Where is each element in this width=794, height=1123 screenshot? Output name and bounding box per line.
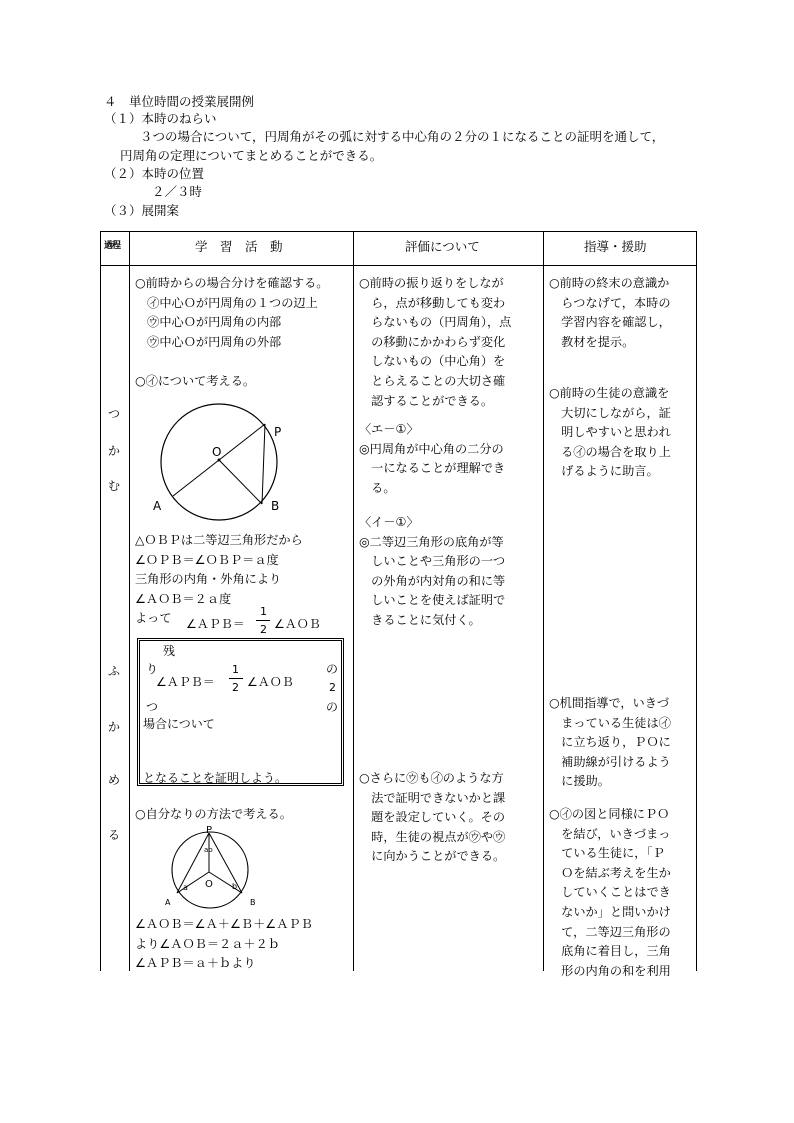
box-eq-den: 2 [232,681,239,694]
box-eq-num: 1 [232,663,239,676]
circle-figure-2 [160,826,270,912]
guidance-block-3: ○机間指導で，いきづ まっている生徒は㋑ に立ち返り，ＰＯに 補助線が引けるよう に援助。 [549,696,671,789]
stage-char: る [108,828,121,842]
fig2-label-a-small: a [183,883,188,892]
box-frag: の [326,700,339,714]
fig1-label-a: A [153,499,162,513]
proof-eq-left: ∠ＡＰＢ＝ [186,617,245,631]
aim-line-1: ３つの場合について，円周角がその弧に対する中心角の２分の１になることの証明を通して， [140,129,665,144]
guidance-block-4: ○㋑の図と同様にＰＯ を結び，いきづまっ ている生徒に，「Ｐ Ｏを結ぶ考えを生か していくことはでき ないか」と問いかけ て，二等辺三角形の 底角に着目し，三角 形の内角の和を利用 [549,807,671,978]
section-title: ４ 単位時間の授業展開例 [104,94,255,109]
box-frag: 残 [163,644,176,658]
box-eq-left: ∠ＡＰＢ＝ [156,675,215,689]
proof-eq-right: ∠ＡＯＢ [274,617,321,631]
task-box [137,638,344,786]
box-prove: となることを証明しよう。 [143,771,288,785]
stage-char: か [108,720,121,734]
evaluation-block-2: 〈エ－①〉 ◎円周角が中心角の二分の 一になることが理解でき る。 [359,422,506,495]
stage-char: め [108,773,121,787]
box-eq-right: ∠ＡＯＢ [247,675,294,689]
guidance-block-1: ○前時の終末の意識か らつなげて，本時の 学習内容を確認し， 教材を提示。 [549,276,671,349]
aim-line-2: 円周角の定理についてまとめることができる。 [120,148,383,163]
fig1-label-b: B [271,499,280,513]
plan-label: （３）展開案 [104,203,180,218]
box-frag: り [146,662,159,676]
stage-char: か [108,444,121,458]
header-guidance: 指導・援助 [584,239,647,254]
box-case: 場合について [143,717,215,731]
position-value: ２／３時 [152,184,203,199]
box-frag: つ [146,700,159,714]
header-activity: 学 習 活 動 [195,239,283,254]
box-frac-bar [229,678,243,679]
fig2-label-o: O [205,879,213,890]
proof-frac-bar [256,620,270,621]
fig2-label-b-small: b [232,882,238,891]
position-label: （２）本時の位置 [104,166,205,181]
header-stage: 過程 [104,241,121,251]
activity-intro: ○前時からの場合分けを確認する。 ㋑中心Ｏが円周角の１つの辺上 ㋒中心Ｏが円周角の内部 ㋒中心Ｏが円周角の外部 ○㋑について考える。 [135,276,329,388]
evaluation-block-1: ○前時の振り返りをしなが ら，点が移動しても変わ らないもの（円周角），点 の移動にかかわらず変化 しないもの（中心角）を とらえることの大切さ確 認することができる。 [359,276,512,408]
header-evaluation: 評価について [405,239,480,254]
fig2-label-p: P [206,826,213,836]
proof-eq-num: 1 [260,605,267,618]
fig2-label-a: A [165,898,171,907]
box-frag: の [326,662,339,676]
stage-char: ふ [108,664,121,678]
proof-eq-den: 2 [260,623,267,636]
evaluation-block-4: ○さらに㋒も㋑のような方 法で証明できないかと課 題を設定していく。その 時，生徒の視点が㋒や㋒ に向かうことができる。 [359,771,506,864]
fig2-label-ab: ab [204,846,213,854]
stage-char: む [108,479,121,493]
stage-char: つ [108,407,121,421]
evaluation-block-3: 〈イ－①〉 ◎二等辺三角形の底角が等 しいことや三角形の一つ の外角が内対角の和に等 しいことを使えば証明で きることに気付く。 [359,515,506,627]
own-method: ○自分なりの方法で考える。 [135,807,292,821]
fig1-label-o: O [212,445,222,459]
fig1-label-p: P [274,425,282,439]
aim-label: （１）本時のねらい [104,111,217,126]
fig2-label-b: B [250,898,256,907]
box-frag: 2 [329,681,336,694]
proof-text: △ＯＢＰは二等辺三角形だから ∠ＯＰＢ＝∠ＯＢＰ＝ａ度 三角形の内角・外角により ∠ＡＯＢ＝２ａ度 よって [135,533,303,626]
activity-bottom: ∠ＡＯＢ＝∠Ａ＋∠Ｂ＋∠ＡＰＢ より∠ＡＯＢ＝２ａ＋２ｂ ∠ＡＰＢ＝ａ＋ｂより [135,917,313,971]
circle-figure-1 [150,400,300,525]
guidance-block-2: ○前時の生徒の意識を 大切にしながら，証 明しやすいと思われ る㋑の場合を取り上 げるように助言。 [549,386,671,479]
